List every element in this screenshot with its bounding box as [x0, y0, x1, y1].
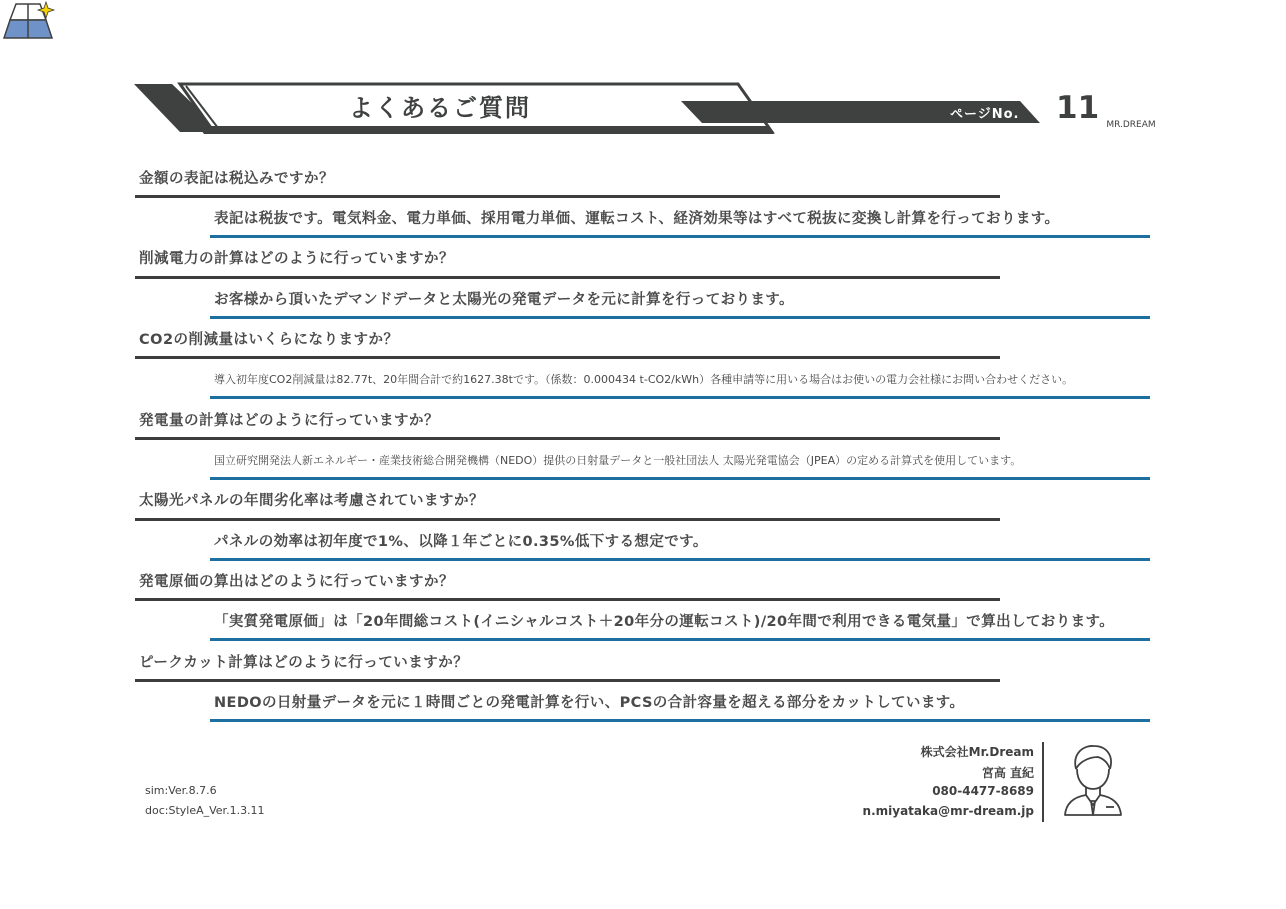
- page-number: 11: [1056, 90, 1100, 126]
- question-divider: [135, 518, 1000, 521]
- answer-divider: [210, 638, 1150, 641]
- faq-answer: 国立研究開発法人新エネルギー・産業技術総合開発機構（NEDO）提供の日射量データと一般社団法人 太陽光発電協会（JPEA）の定める計算式を使用しています。: [214, 454, 1022, 467]
- page-number-label: ページNo.: [950, 107, 1020, 122]
- faq-answer: 導入初年度CO2削減量は82.77t、20年間合計で約1627.38tです。（係数：0.000434 t-CO2/kWh）各種申請等に用いる場合はお使いの電力会社様にお問い合わせください。: [214, 373, 1074, 386]
- faq-question: 太陽光パネルの年間劣化率は考慮されていますか？: [139, 493, 484, 509]
- faq-question: CO2の削減量はいくらになりますか？: [139, 332, 399, 348]
- faq-question: 発電原価の算出はどのように行っていますか？: [139, 574, 454, 590]
- contact-divider: [1042, 742, 1044, 822]
- question-divider: [135, 276, 1000, 279]
- contact-email: n.miyataka@mr-dream.jp: [862, 804, 1034, 818]
- faq-question: 金額の表記は税込みですか？: [139, 171, 334, 187]
- faq-answer: パネルの効率は初年度で1%、以降１年ごとに0.35%低下する想定です。: [214, 534, 708, 550]
- contact-name: 宮高 直紀: [981, 766, 1034, 780]
- contact-phone: 080-4477-8689: [932, 784, 1034, 798]
- answer-divider: [210, 719, 1150, 722]
- faq-question: ピークカット計算はどのように行っていますか？: [139, 655, 469, 671]
- question-divider: [135, 437, 1000, 440]
- logo-text: MR.DREAM: [1106, 120, 1156, 130]
- page-header: [0, 0, 1286, 150]
- answer-divider: [210, 558, 1150, 561]
- question-divider: [135, 598, 1000, 601]
- answer-divider: [210, 477, 1150, 480]
- contact-company: 株式会社Mr.Dream: [920, 745, 1034, 759]
- question-divider: [135, 356, 1000, 359]
- faq-question: 発電量の計算はどのように行っていますか？: [139, 413, 439, 429]
- answer-divider: [210, 396, 1150, 399]
- question-divider: [135, 679, 1000, 682]
- faq-answer: NEDOの日射量データを元に１時間ごとの発電計算を行い、PCSの合計容量を超える部分をカットしています。: [214, 695, 965, 711]
- page-title: よくあるご質問: [349, 94, 531, 122]
- faq-answer: 表記は税抜です。電気料金、電力単価、採用電力単価、運転コスト、経済効果等はすべて税抜に変換し計算を行っております。: [214, 211, 1060, 227]
- answer-divider: [210, 235, 1150, 238]
- faq-question: 削減電力の計算はどのように行っていますか？: [139, 251, 454, 267]
- faq-answer: 「実質発電原価」は「20年間総コスト(イニシャルコスト＋20年分の運転コスト)/20年間で利用できる電気量」で算出しております。: [214, 614, 1115, 630]
- sim-version: sim:Ver.8.7.6: [145, 784, 217, 797]
- mr-dream-logo-icon: [0, 0, 60, 54]
- doc-version: doc:StyleA_Ver.1.3.11: [145, 804, 265, 817]
- person-avatar-icon: [1062, 743, 1124, 819]
- answer-divider: [210, 316, 1150, 319]
- header-banner-shapes: [0, 0, 1286, 150]
- faq-answer: お客様から頂いたデマンドデータと太陽光の発電データを元に計算を行っております。: [214, 292, 794, 308]
- question-divider: [135, 195, 1000, 198]
